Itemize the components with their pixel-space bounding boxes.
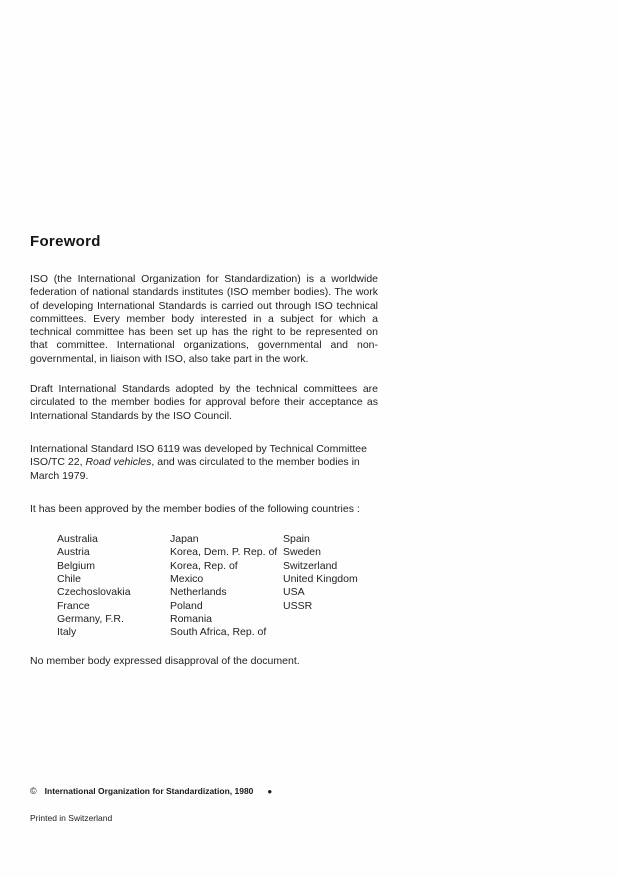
country-item: Netherlands: [170, 586, 227, 599]
country-item: Australia: [57, 533, 98, 546]
country-item: Sweden: [283, 546, 321, 559]
paragraph-development: [30, 443, 378, 483]
country-item: United Kingdom: [283, 573, 358, 586]
country-item: France: [57, 599, 90, 612]
page-title: Foreword: [30, 233, 101, 250]
country-item: Switzerland: [283, 559, 338, 572]
country-item: Czechoslovakia: [57, 586, 131, 599]
copyright-text: International Organization for Standardization, 1980: [44, 786, 254, 796]
country-column-1: [57, 533, 170, 639]
country-item: South Africa, Rep. of: [170, 626, 267, 639]
paragraph-draft-standards: Draft International Standards adopted by the technical committees are circulated to the member bodies for approval before their acceptance as International Standards by the ISO Council.: [30, 383, 378, 422]
approval-intro: It has been approved by the member bodies of the following countries :: [30, 502, 360, 515]
development-text-after: , and was circulated to the member bodies in March 1979.: [30, 456, 360, 482]
country-item: Austria: [57, 546, 90, 559]
country-item: Korea, Rep. of: [170, 559, 238, 572]
bullet-mark: ●: [267, 786, 273, 796]
copyright-line: [30, 786, 450, 796]
development-italic-title: Road vehicles: [85, 456, 152, 469]
country-item: Chile: [57, 573, 81, 586]
country-item: Poland: [170, 599, 203, 612]
country-column-3: [283, 533, 358, 639]
country-column-2: [170, 533, 283, 639]
copyright-symbol: ©: [30, 786, 37, 796]
country-item: Germany, F.R.: [57, 612, 124, 625]
country-columns: [57, 533, 378, 639]
country-item: USA: [283, 586, 305, 599]
document-content: [30, 233, 378, 685]
paragraph-iso-intro: ISO (the International Organization for Standardization) is a worldwide federation of national standards institutes (ISO member bodies). The work of developing International Standards is carried out through ISO technical committees. Every member body interested in a subject for which a technical committee has been set up has the right to be represented on that committee. International organizations, governmental and non-governmental, in liaison with ISO, also take part in the work.: [30, 273, 378, 365]
country-item: Italy: [57, 626, 77, 639]
footer: [30, 786, 450, 823]
country-item: Korea, Dem. P. Rep. of: [170, 546, 278, 559]
country-item: USSR: [283, 599, 313, 612]
printed-in-note: Printed in Switzerland: [30, 813, 113, 823]
development-text-before: International Standard ISO 6119 was developed by Technical Committee ISO/TC 22,: [30, 442, 367, 469]
country-item: Mexico: [170, 573, 204, 586]
country-item: Belgium: [57, 559, 95, 572]
country-item: Romania: [170, 612, 213, 625]
country-item: Spain: [283, 533, 310, 546]
country-item: Japan: [170, 533, 199, 546]
disapproval-note: No member body expressed disapproval of the document.: [30, 654, 300, 667]
